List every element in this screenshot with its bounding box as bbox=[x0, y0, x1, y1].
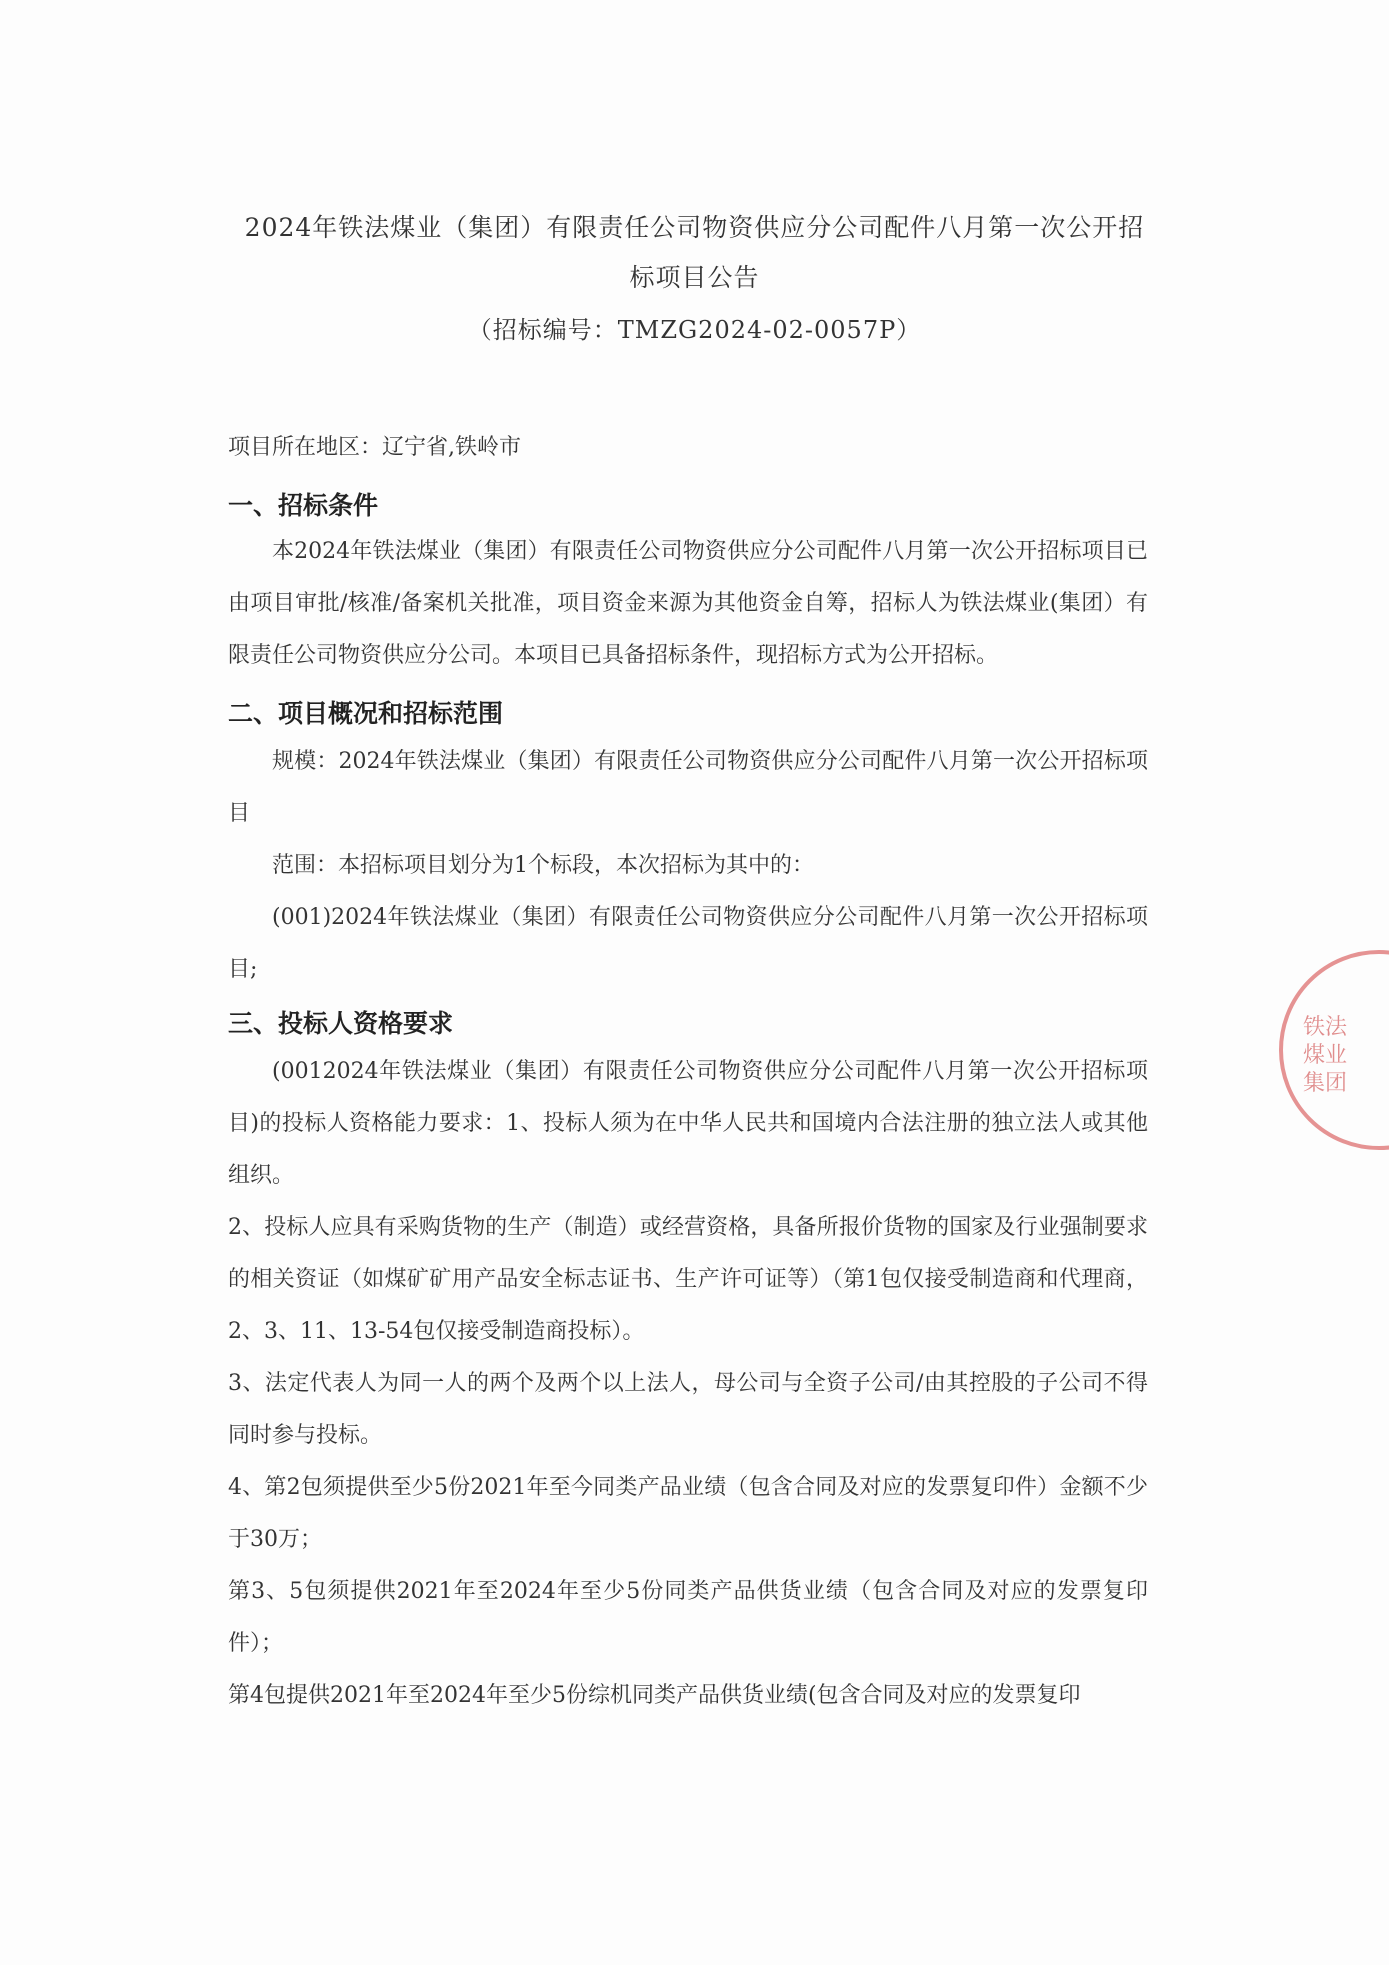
document-title-line2: 标项目公告 bbox=[629, 263, 760, 292]
project-location: 项目所在地区：辽宁省,铁岭市 bbox=[228, 435, 521, 460]
section3-req-intro: (0012024年铁法煤业（集团）有限责任公司物资供应分公司配件八月第一次公开招标项目)的投标人资格能力要求：1、投标人须为在中华人民共和国境内合法注册的独立法人或其他组织。 bbox=[228, 1059, 1148, 1188]
bid-number: （招标编号：TMZG2024-02-0057P） bbox=[467, 316, 922, 344]
section3-req2: 2、投标人应具有采购货物的生产（制造）或经营资格，具备所报价货物的国家及行业强制要求的相关资证（如煤矿矿用产品安全标志证书、生产许可证等）（第1包仅接受制造商和代理商，2、3、11、13-54包仅接受制造商投标）。 bbox=[228, 1215, 1148, 1344]
document-title-line1: 2024年铁法煤业（集团）有限责任公司物资供应分公司配件八月第一次公开招 bbox=[244, 213, 1145, 242]
section3-req5: 第3、5包须提供2021年至2024年至少5份同类产品供货业绩（包含合同及对应的发票复印件）； bbox=[228, 1579, 1148, 1656]
seal-text: 铁法煤业集团 bbox=[1303, 1015, 1348, 1096]
section1-heading: 一、招标条件 bbox=[228, 491, 379, 520]
section3-req4: 4、第2包须提供至少5份2021年至今同类产品业绩（包含合同及对应的发票复印件）金额不少于30万； bbox=[228, 1475, 1148, 1552]
section3-req6: 第4包提供2021年至2024年至少5份综机同类产品供货业绩(包含合同及对应的发票复印 bbox=[228, 1683, 1081, 1708]
section2-heading: 二、项目概况和招标范围 bbox=[228, 699, 504, 728]
section3-req3: 3、法定代表人为同一人的两个及两个以上法人，母公司与全资子公司/由其控股的子公司不得同时参与投标。 bbox=[228, 1371, 1148, 1448]
section2-scope: 范围：本招标项目划分为1个标段，本次招标为其中的： bbox=[272, 853, 814, 878]
section2-scale: 规模：2024年铁法煤业（集团）有限责任公司物资供应分公司配件八月第一次公开招标项目 bbox=[228, 749, 1148, 826]
section2-lot: (001)2024年铁法煤业（集团）有限责任公司物资供应分公司配件八月第一次公开招标项目; bbox=[228, 905, 1148, 982]
section3-heading: 三、投标人资格要求 bbox=[228, 1009, 454, 1038]
section1-body: 本2024年铁法煤业（集团）有限责任公司物资供应分公司配件八月第一次公开招标项目已由项目审批/核准/备案机关批准，项目资金来源为其他资金自筹，招标人为铁法煤业(集团）有限责任公司物资供应分公司。本项目已具备招标条件，现招标方式为公开招标。 bbox=[228, 539, 1148, 668]
official-seal-stamp bbox=[1279, 950, 1389, 1150]
